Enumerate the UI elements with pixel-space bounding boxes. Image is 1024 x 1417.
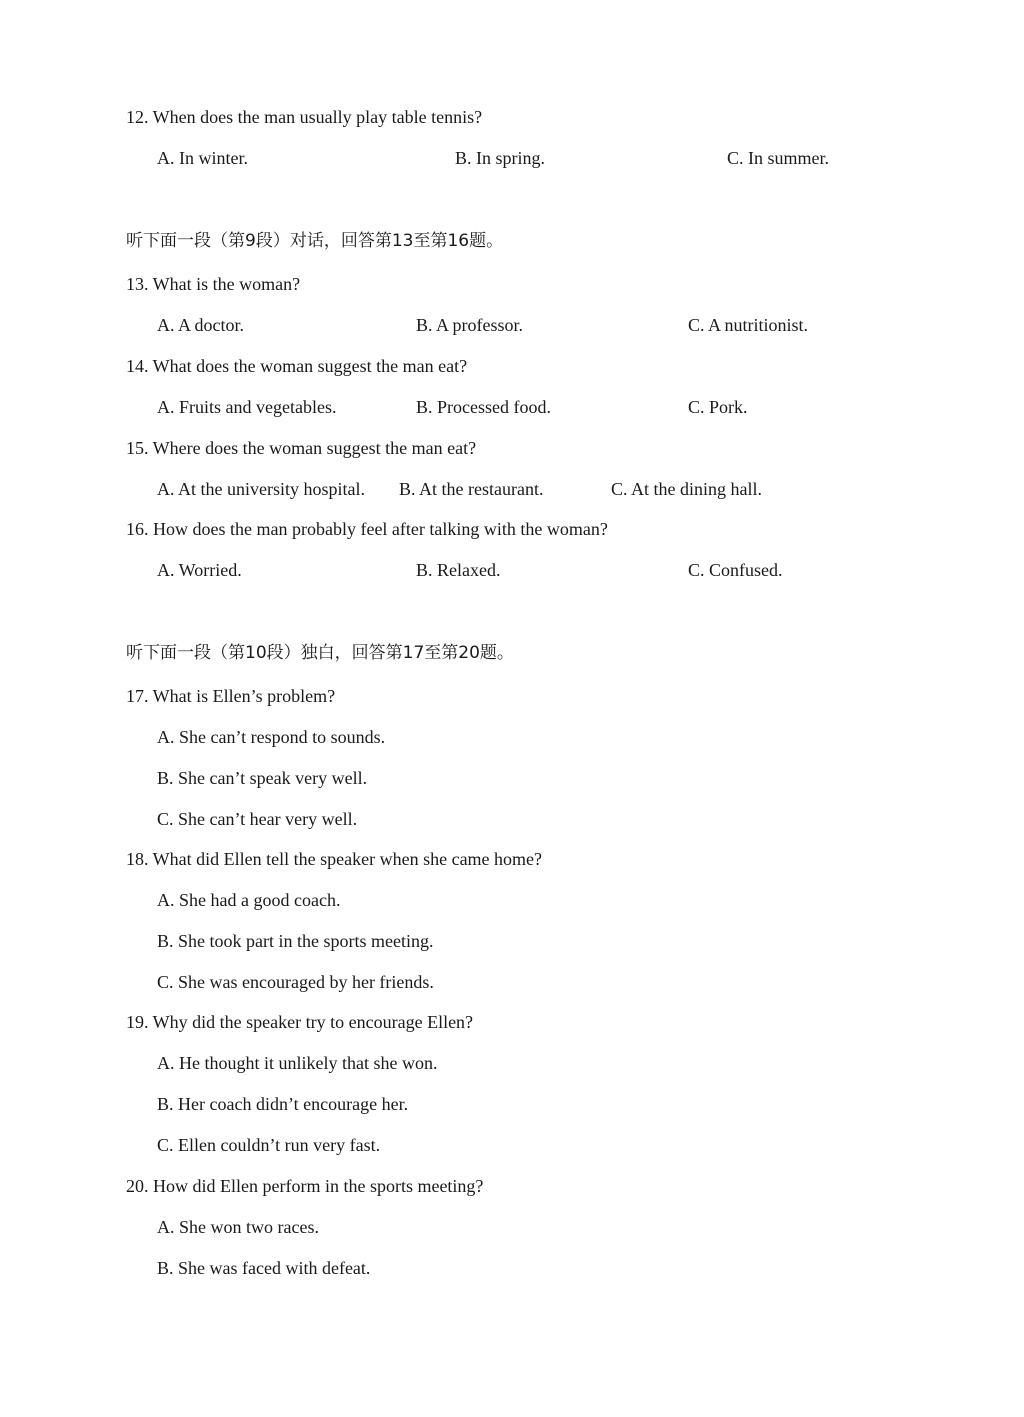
question-13-option-b: B. A professor. (416, 315, 524, 335)
question-15-option-a: A. At the university hospital. (157, 479, 365, 499)
question-12-option-b: B. In spring. (455, 148, 545, 168)
question-20-stem: 20. How did Ellen perform in the sports meeting? (126, 1176, 484, 1196)
question-20-option-b: B. She was faced with defeat. (157, 1258, 371, 1278)
question-12-stem: 12. When does the man usually play table tennis? (126, 107, 483, 127)
question-20-option-a: A. She won two races. (157, 1217, 319, 1237)
question-16-option-b: B. Relaxed. (416, 560, 501, 580)
question-12-option-a: A. In winter. (157, 148, 248, 168)
question-17-option-c: C. She can’t hear very well. (157, 809, 358, 829)
question-18-option-c: C. She was encouraged by her friends. (157, 972, 434, 992)
question-14-option-c: C. Pork. (688, 397, 748, 417)
question-17-option-b: B. She can’t speak very well. (157, 768, 368, 788)
question-19-option-b: B. Her coach didn’t encourage her. (157, 1094, 409, 1114)
question-19-option-a: A. He thought it unlikely that she won. (157, 1053, 438, 1073)
question-19-option-c: C. Ellen couldn’t run very fast. (157, 1135, 381, 1155)
question-14-stem: 14. What does the woman suggest the man eat? (126, 356, 468, 376)
question-16-option-a: A. Worried. (157, 560, 242, 580)
question-14-option-b: B. Processed food. (416, 397, 551, 417)
section-10-instruction: 听下面一段（第10段）独白，回答第17至第20题。 (126, 643, 514, 663)
question-18-option-b: B. She took part in the sports meeting. (157, 931, 434, 951)
question-15-stem: 15. Where does the woman suggest the man eat? (126, 438, 477, 458)
question-15-option-b: B. At the restaurant. (399, 479, 544, 499)
question-17-stem: 17. What is Ellen’s problem? (126, 686, 336, 706)
question-19-stem: 19. Why did the speaker try to encourage Ellen? (126, 1012, 474, 1032)
question-17-option-a: A. She can’t respond to sounds. (157, 727, 386, 747)
section-9-instruction: 听下面一段（第9段）对话，回答第13至第16题。 (126, 231, 504, 251)
question-15-option-c: C. At the dining hall. (611, 479, 762, 499)
question-18-option-a: A. She had a good coach. (157, 890, 341, 910)
question-13-option-a: A. A doctor. (157, 315, 245, 335)
question-13-option-c: C. A nutritionist. (688, 315, 809, 335)
question-18-stem: 18. What did Ellen tell the speaker when she came home? (126, 849, 543, 869)
question-13-stem: 13. What is the woman? (126, 274, 301, 294)
question-14-option-a: A. Fruits and vegetables. (157, 397, 337, 417)
question-12-option-c: C. In summer. (727, 148, 829, 168)
question-16-stem: 16. How does the man probably feel after talking with the woman? (126, 519, 608, 539)
question-16-option-c: C. Confused. (688, 560, 783, 580)
